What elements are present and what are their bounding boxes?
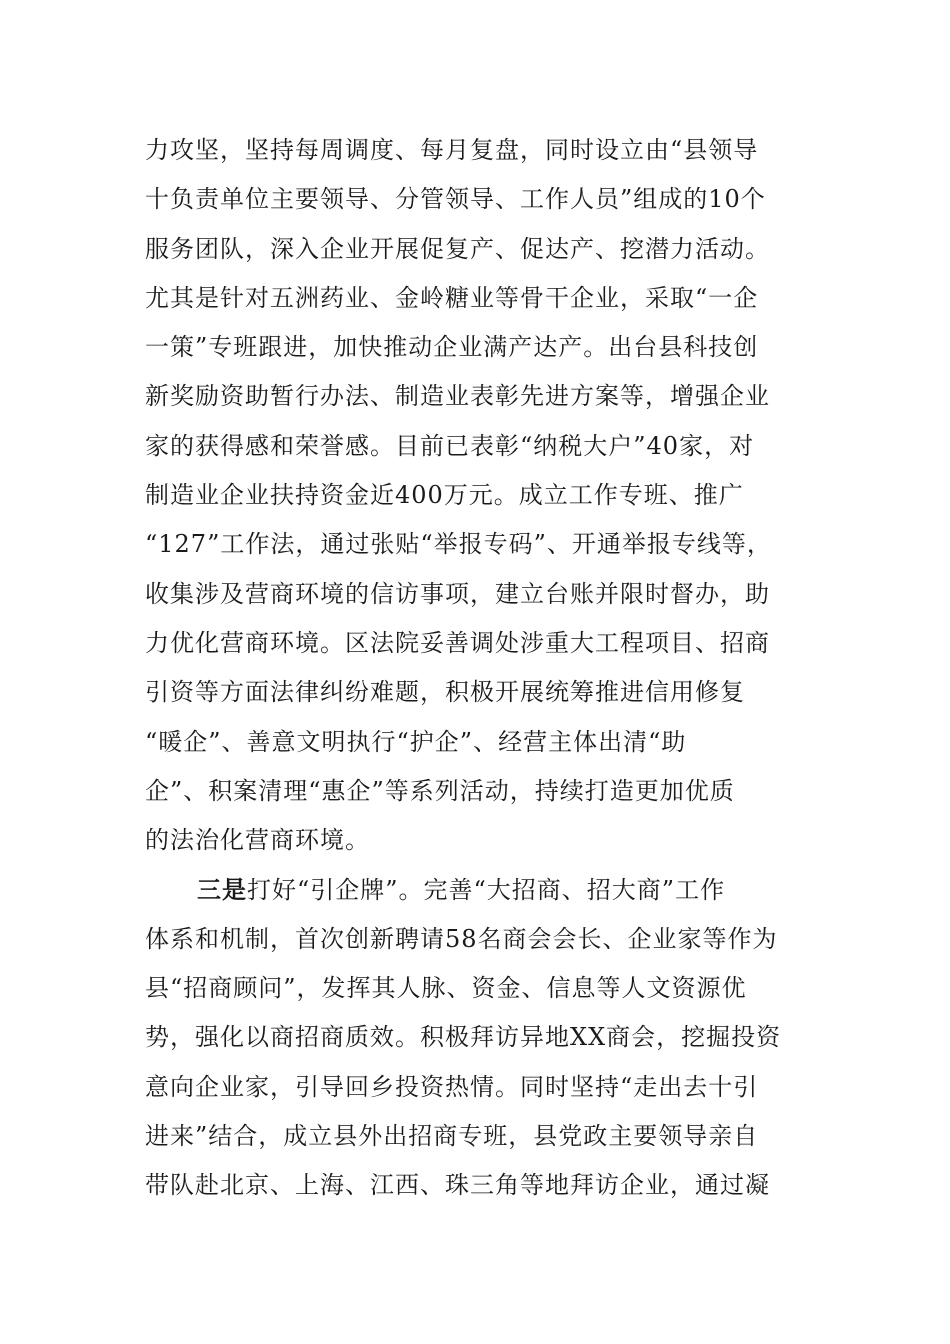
text-line-first (145, 865, 825, 914)
text-line: 家的获得感和荣誉感。目前已表彰“纳税大户”40家，对 (145, 431, 755, 460)
body-text (145, 126, 825, 1211)
text-line: “暖企”、善意文明执行“护企”、经营主体出清“助 (145, 727, 687, 756)
text-line: 体系和机制，首次创新聘请58名商会会长、企业家等作为 (145, 924, 778, 953)
text-line: 势，强化以商招商质效。积极拜访异地XX商会，挖掘投资 (145, 1023, 782, 1052)
text-line: 服务团队，深入企业开展促复产、促达产、挖潜力活动。 (145, 234, 770, 263)
first-line-text: 打好“引企牌”。完善“大招商、招大商”工作 (247, 876, 726, 905)
text-line: 十负责单位主要领导、分管领导、工作人员”组成的10个 (145, 185, 766, 214)
text-line: 力优化营商环境。区法院妥善调处涉重大工程项目、招商 (145, 628, 770, 657)
paragraph-lead: 三是 (197, 875, 247, 905)
paragraph-2 (145, 865, 825, 1210)
paragraph-1 (145, 126, 825, 865)
text-line: 引资等方面法律纠纷难题，积极开展统筹推进信用修复 (145, 678, 745, 707)
text-line: 意向企业家，引导回乡投资热情。同时坚持“走出去十引 (145, 1072, 759, 1101)
text-line: 力攻坚，坚持每周调度、每月复盘，同时设立由“县领导 (145, 136, 759, 164)
text-line: 新奖励资助暂行办法、制造业表彰先进方案等，增强企业 (145, 382, 770, 411)
text-line: 的法治化营商环境。 (145, 826, 370, 855)
text-line: 尤其是针对五洲药业、金岭糖业等骨干企业，采取“一企 (145, 283, 759, 312)
text-line: 县“招商顾问”，发挥其人脉、资金、信息等人文资源优 (145, 974, 747, 1003)
text-line: 制造业企业扶持资金近400万元。成立工作专班、推广 (145, 481, 744, 510)
text-line: “127”工作法，通过张贴“举报专码”、开通举报专线等， (145, 530, 772, 559)
text-line: 带队赴北京、上海、江西、珠三角等地拜访企业，通过凝 (145, 1171, 770, 1200)
text-line: 企”、积案清理“惠企”等系列活动，持续打造更加优质 (145, 776, 735, 805)
text-line: 收集涉及营商环境的信访事项，建立台账并限时督办，助 (145, 579, 770, 608)
text-line: 进来”结合，成立县外出招商专班，县党政主要领导亲自 (145, 1121, 759, 1150)
text-line: 一策”专班跟进，加快推动企业满产达产。出台县科技创 (145, 333, 759, 362)
